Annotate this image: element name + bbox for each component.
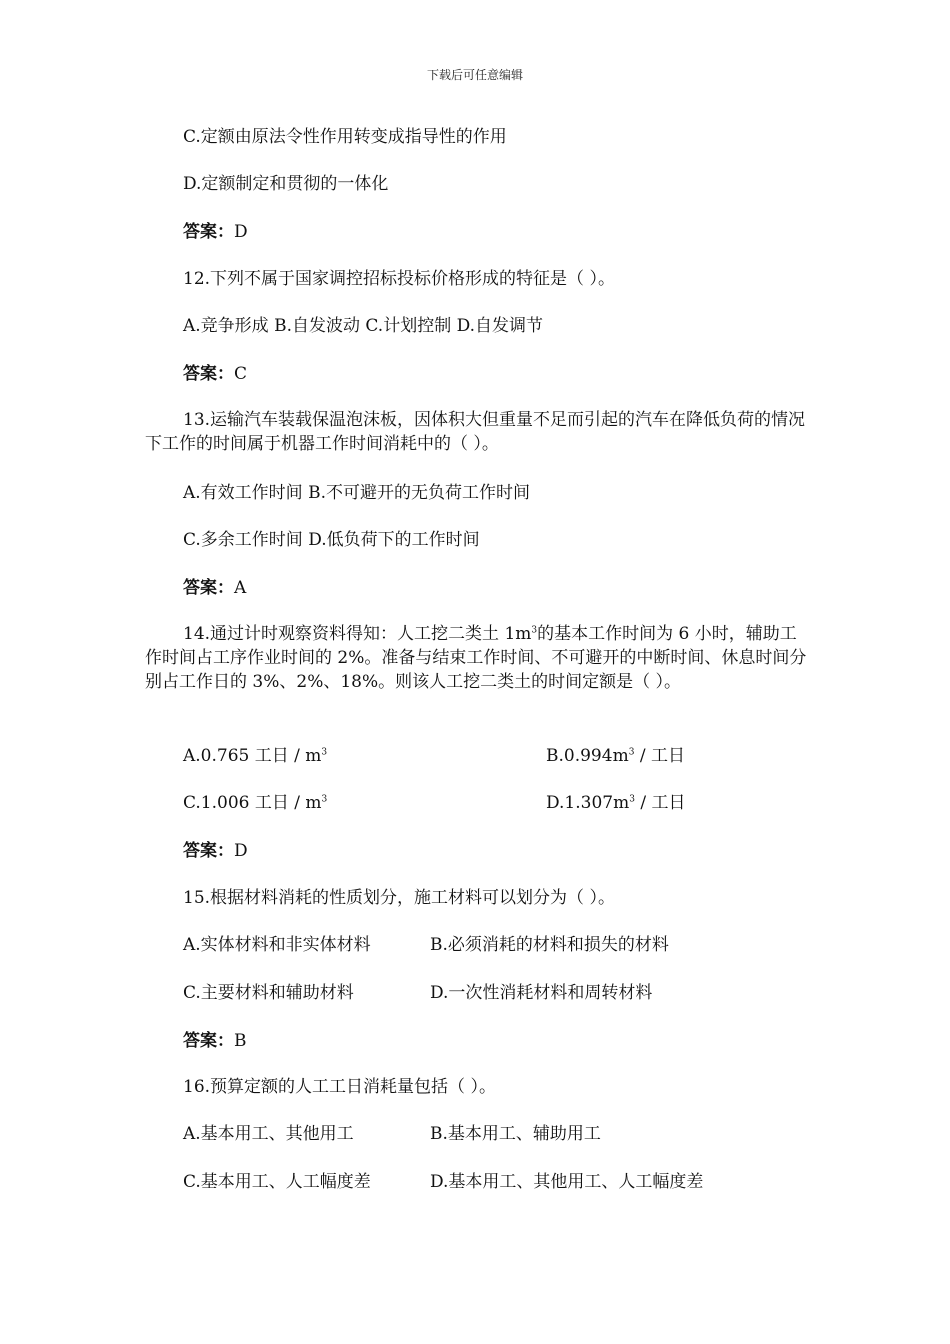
option-text: B.0.994m — [546, 746, 629, 766]
q11-option-c: C.定额由原法令性作用转变成指导性的作用 — [183, 127, 507, 147]
q14-question-part2: 的基本工作时间为 6 小时，辅助工作时间占工序作业时间的 2%。准备与结束工作时间、不可避开的中断时间、休息时间分别占工作日的 3%、2%、18%。则该人工挖二类土的时间定额是（ ）。 — [145, 624, 807, 692]
q16-options-ab — [183, 1123, 783, 1145]
q11-answer — [183, 221, 248, 243]
answer-label: 答案： — [183, 578, 234, 598]
q16-option-b: B.基本用工、辅助用工 — [430, 1124, 601, 1144]
q14-options-ab — [183, 745, 783, 767]
answer-value: D — [234, 841, 248, 861]
answer-value: C — [234, 364, 248, 384]
q14-question — [145, 622, 810, 694]
superscript: 3 — [531, 625, 538, 636]
q14-question-part1: 14.通过计时观察资料得知：人工挖二类土 1m — [183, 624, 532, 644]
q15-answer — [183, 1030, 247, 1052]
answer-value: B — [234, 1031, 247, 1051]
option-text: / 工日 — [634, 793, 686, 813]
q16-options-cd — [183, 1171, 783, 1193]
superscript: 3 — [629, 794, 635, 805]
option-text: C.1.006 工日 / m — [183, 793, 322, 813]
superscript: 3 — [321, 794, 328, 805]
answer-label: 答案： — [183, 222, 234, 242]
q14-answer — [183, 840, 248, 862]
q14-option-d — [546, 792, 686, 814]
superscript: 3 — [628, 747, 635, 758]
option-text: A.0.765 工日 / m — [183, 746, 322, 766]
q15-option-c: C.主要材料和辅助材料 — [183, 983, 354, 1003]
q15-question: 15.根据材料消耗的性质划分，施工材料可以划分为（ ）。 — [183, 888, 615, 908]
answer-label: 答案： — [183, 841, 234, 861]
q13-options-cd: C.多余工作时间 D.低负荷下的工作时间 — [183, 530, 480, 550]
q16-option-a: A.基本用工、其他用工 — [183, 1124, 354, 1144]
q15-options-ab — [183, 934, 783, 956]
answer-value: D — [234, 222, 248, 242]
q16-option-c: C.基本用工、人工幅度差 — [183, 1172, 371, 1192]
option-text: D.1.307m — [546, 793, 630, 813]
q14-option-a — [183, 746, 327, 766]
q14-option-b — [546, 745, 685, 767]
q11-option-d: D.定额制定和贯彻的一体化 — [183, 174, 389, 194]
q13-answer — [183, 577, 246, 599]
q12-question: 12.下列不属于国家调控招标投标价格形成的特征是（ ）。 — [183, 269, 615, 289]
page-header: 下载后可任意编辑 — [426, 68, 523, 82]
q14-option-c — [183, 793, 327, 813]
option-text: / 工日 — [634, 746, 685, 766]
answer-label: 答案： — [183, 364, 234, 384]
superscript: 3 — [321, 747, 328, 758]
q12-answer — [183, 363, 247, 385]
q15-options-cd — [183, 982, 783, 1004]
q15-option-a: A.实体材料和非实体材料 — [183, 935, 371, 955]
q15-option-b: B.必须消耗的材料和损失的材料 — [430, 935, 669, 955]
answer-label: 答案： — [183, 1031, 234, 1051]
q14-options-cd — [183, 792, 783, 814]
q13-question: 13.运输汽车装载保温泡沫板，因体积大但重量不足而引起的汽车在降低负荷的情况下工作的时间属于机器工作时间消耗中的（ ）。 — [145, 410, 806, 454]
q16-option-d: D.基本用工、其他用工、人工幅度差 — [430, 1172, 704, 1192]
q16-question: 16.预算定额的人工工日消耗量包括（ ）。 — [183, 1077, 496, 1097]
answer-value: A — [234, 578, 247, 598]
q15-option-d: D.一次性消耗材料和周转材料 — [430, 983, 653, 1003]
q13-options-ab: A.有效工作时间 B.不可避开的无负荷工作时间 — [183, 483, 530, 503]
q12-options: A.竞争形成 B.自发波动 C.计划控制 D.自发调节 — [183, 316, 544, 336]
